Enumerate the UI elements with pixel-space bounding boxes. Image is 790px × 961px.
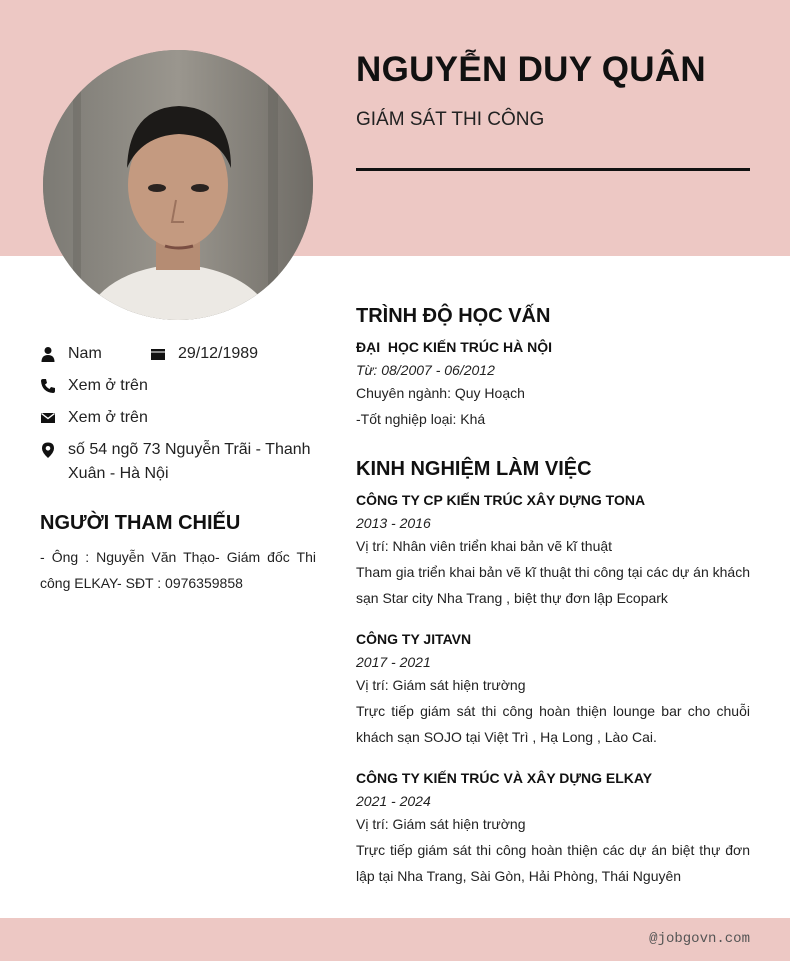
job-entry — [356, 490, 750, 611]
job-description: Tham gia triển khai bản vẽ kĩ thuật thi công tại các dự án khách sạn Star city Nha Trang , biệt thự đơn lập Ecopark — [356, 564, 750, 606]
experience-heading: KINH NGHIỆM LÀM VIỆC — [356, 458, 592, 480]
job-entry — [356, 768, 750, 889]
phone-value: Xem ở trên — [68, 377, 148, 394]
birthdate-row — [150, 344, 258, 366]
location-pin-icon — [40, 442, 56, 458]
job-period: 2017 - 2021 — [356, 654, 431, 670]
job-entry — [356, 629, 750, 750]
calendar-icon — [150, 346, 166, 362]
education-heading: TRÌNH ĐỘ HỌC VẤN — [356, 305, 551, 327]
education-period: Từ: 08/2007 - 06/2012 — [356, 362, 495, 378]
education-major: Chuyên ngành: Quy Hoạch — [356, 385, 525, 401]
email-value: Xem ở trên — [68, 409, 148, 426]
profile-photo — [43, 50, 313, 320]
footer-site-link[interactable]: @jobgovn.com — [649, 931, 750, 947]
candidate-name: NGUYỄN DUY QUÂN — [356, 50, 707, 89]
education-block — [356, 337, 750, 432]
gender-value: Nam — [68, 345, 102, 362]
job-position: Vị trí: Nhân viên triển khai bản vẽ kĩ thuật — [356, 538, 613, 554]
address-value: số 54 ngõ 73 Nguyễn Trãi - Thanh Xuân - Hà Nội — [68, 441, 311, 482]
job-company: CÔNG TY CP KIẾN TRÚC XÂY DỰNG TONA — [356, 492, 646, 508]
job-position: Vị trí: Giám sát hiện trường — [356, 677, 526, 693]
school-name: ĐẠI HỌC KIẾN TRÚC HÀ NỘI — [356, 339, 552, 355]
job-period: 2013 - 2016 — [356, 515, 431, 531]
gender-row — [40, 344, 102, 366]
candidate-title: GIÁM SÁT THI CÔNG — [356, 109, 545, 130]
job-position: Vị trí: Giám sát hiện trường — [356, 816, 526, 832]
education-grade: -Tốt nghiệp loại: Khá — [356, 411, 486, 427]
title-divider — [356, 168, 750, 171]
person-icon — [40, 346, 56, 362]
mail-icon — [40, 410, 56, 426]
email-row — [40, 408, 148, 430]
phone-row — [40, 376, 148, 398]
job-description: Trực tiếp giám sát thi công hoàn thiện các dự án biệt thự đơn lập tại Nha Trang, Sài Gòn, Hải Phòng, Thái Nguyên — [356, 842, 750, 884]
address-row — [40, 440, 316, 486]
job-period: 2021 - 2024 — [356, 793, 431, 809]
birthdate-value: 29/12/1989 — [178, 345, 259, 362]
job-description: Trực tiếp giám sát thi công hoàn thiện lounge bar cho chuỗi khách sạn SOJO tại Việt Trì , Hạ Long , Lào Cai. — [356, 703, 750, 745]
references-text: - Ông : Nguyễn Văn Thạo- Giám đốc Thi công ELKAY- SĐT : 0976359858 — [40, 549, 316, 591]
job-company: CÔNG TY JITAVN — [356, 631, 472, 647]
phone-icon — [40, 378, 56, 394]
job-company: CÔNG TY KIẾN TRÚC VÀ XÂY DỰNG ELKAY — [356, 770, 653, 786]
references-heading: NGƯỜI THAM CHIẾU — [40, 512, 241, 534]
